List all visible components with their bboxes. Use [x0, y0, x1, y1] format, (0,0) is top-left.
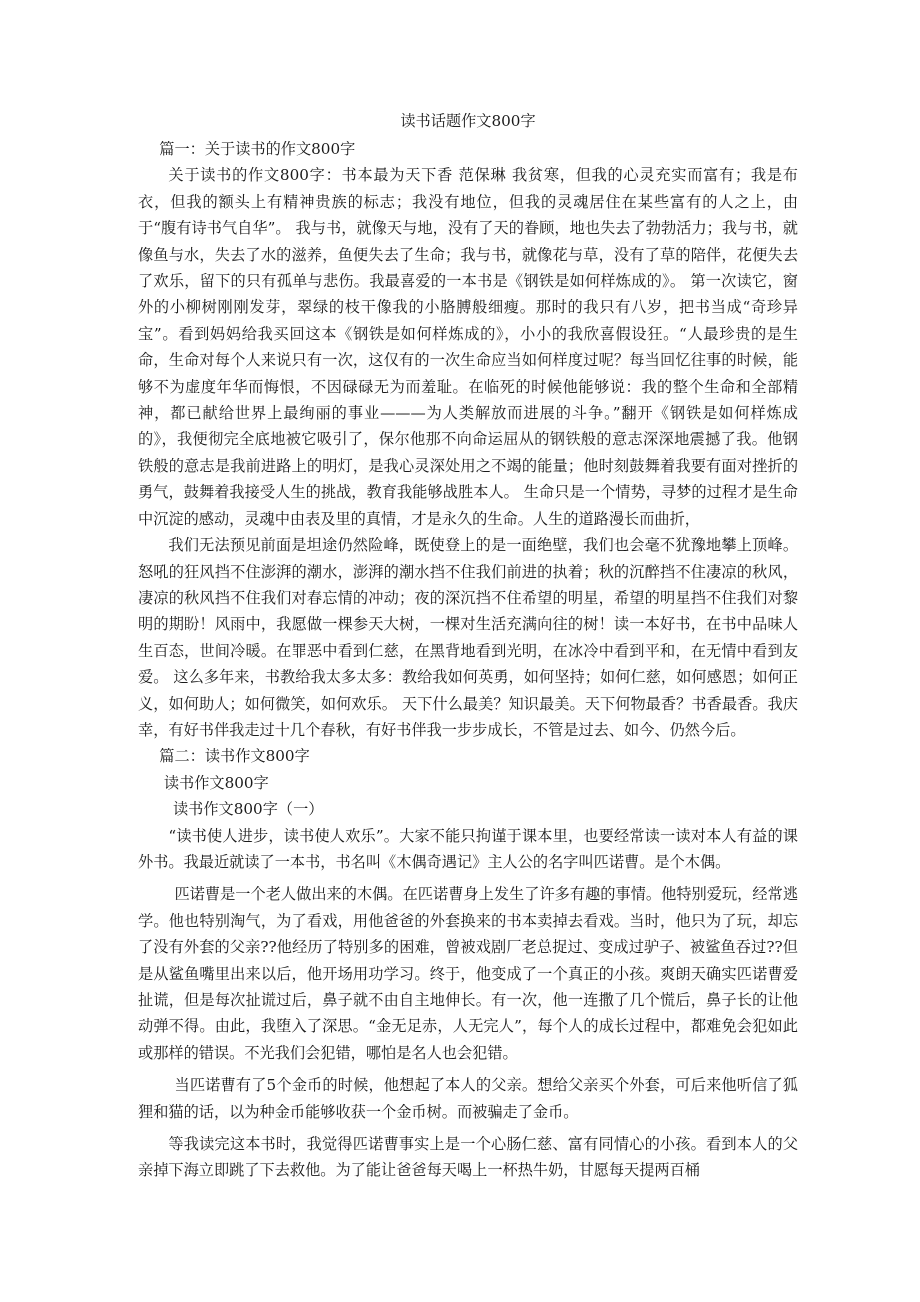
section-2-paragraph-3: 当匹诺曹有了5个金币的时候，他想起了本人的父亲。想给父亲买个外套，可后来他听信了狐狸和猫的话，以为种金币能够收获一个金币树。而被骗走了金币。	[138, 1076, 798, 1121]
section-2-paragraph-1: “读书使人进步，读书使人欢乐”。大家不能只拘谨于课本里，也要经常读一读对本人有益的课外书。我最近就读了一本书，书名叫《木偶奇遇记》主人公的名字叫匹诺曹。是个木偶。	[138, 826, 798, 871]
section-2-paragraph-4: 等我读完这本书时，我觉得匹诺曹事实上是一个心肠仁慈、富有同情心的小孩。看到本人的父亲掉下海立即跳了下去救他。为了能让爸爸每天喝上一杯热牛奶，甘愿每天提两百桶	[138, 1135, 798, 1180]
section-2-subheading: 读书作文800字	[163, 773, 269, 792]
section-1-paragraph-1: 关于读书的作文800字：书本最为天下香 范保琳 我贫寒，但我的心灵充实而富有；我是布衣，但我的额头上有精神贵族的标志；我没有地位，但我的灵魂居住在某些富有的人之上，由于“腹有诗书气自华”。 我与书，就像天与地，没有了天的眷顾，地也失去了勃勃活力；我与书，就像鱼与水，失去了水的滋养，鱼便失去了生命；我与书，就像花与草，没有了草的陪伴，花便失去了欢乐，留下的只有孤单与悲伤。我最喜爱的一本书是《钢铁是如何样炼成的》。 第一次读它，窗外的小柳树刚刚发芽，翠绿的枝干像我的小胳膊般细瘦。那时的我只有八岁，把书当成“奇珍异宝”。看到妈妈给我买回这本《钢铁是如何样炼成的》，小小的我欣喜假设狂。“人最珍贵的是生命，生命对每个人来说只有一次，这仅有的一次生命应当如何样度过呢？每当回忆往事的时候，能够不为虚度年华而悔恨，不因碌碌无为而羞耻。在临死的时候他能够说：我的整个生命和全部精神，都已献给世界上最绚丽的事业———为人类解放而进展的斗争。”翻开《钢铁是如何样炼成的》，我便彻完全底地被它吸引了，保尔他那不向命运屈从的钢铁般的意志深深地震撼了我。他钢铁般的意志是我前进路上的明灯，是我心灵深处用之不竭的能量；他时刻鼓舞着我要有面对挫折的勇气，鼓舞着我接受人生的挑战，教育我能够战胜本人。 生命只是一个情势，寻梦的过程才是生命中沉淀的感动，灵魂中由表及里的真情，才是永久的生命。人生的道路漫长而曲折，	[138, 166, 798, 528]
section-2-heading: 篇二：读书作文800字	[159, 747, 310, 766]
section-1-paragraph-2: 我们无法预见前面是坦途仍然险峰，既使登上的是一面绝壁，我们也会毫不犹豫地攀上顶峰。 怒吼的狂风挡不住澎湃的潮水，澎湃的潮水挡不住我们前进的执着；秋的沉醉挡不住凄凉的秋风，凄凉的秋风挡不住我们对春忘情的冲动；夜的深沉挡不住希望的明星，希望的明星挡不住我们对黎明的期盼！风雨中，我愿做一棵参天大树，一棵对生活充满向往的树！读一本好书，在书中品味人生百态，世间冷暖。在罪恶中看到仁慈，在黑背地看到光明，在冰冷中看到平和，在无情中看到友爱。 这么多年来，书教给我太多太多：教给我如何英勇，如何坚持；如何仁慈，如何感恩；如何正义，如何助人；如何微笑，如何欢乐。 天下什么最美？知识最美。天下何物最香？书香最香。我庆幸，有好书伴我走过十几个春秋，有好书伴我一步步成长，不管是过去、如今、仍然今后。	[138, 536, 798, 739]
document-title: 读书话题作文800字	[400, 112, 536, 130]
section-2-paragraph-2: 匹诺曹是一个老人做出来的木偶。在匹诺曹身上发生了许多有趣的事情。他特别爱玩，经常逃学。他也特别淘气，为了看戏，用他爸爸的外套换来的书本卖掉去看戏。当时，他只为了玩，却忘了没有外套的父亲??他经历了特别多的困难，曾被戏剧厂老总捉过、变成过驴子、被鲨鱼吞过??但是从鲨鱼嘴里出来以后，他开场用功学习。终于，他变成了一个真正的小孩。爽朗天确实匹诺曹爱扯谎，但是每次扯谎过后，鼻子就不由自主地伸长。有一次，他一连撒了几个慌后，鼻子长的让他动弹不得。由此，我堕入了深思。“金无足赤，人无完人”，每个人的成长过程中，都难免会犯如此或那样的错误。不光我们会犯错，哪怕是名人也会犯错。	[138, 885, 798, 1062]
section-1-heading: 篇一：关于读书的作文800字	[159, 140, 356, 158]
section-2-subheading-part-1: 读书作文800字（一）	[172, 800, 324, 819]
document-body	[138, 108, 798, 1184]
